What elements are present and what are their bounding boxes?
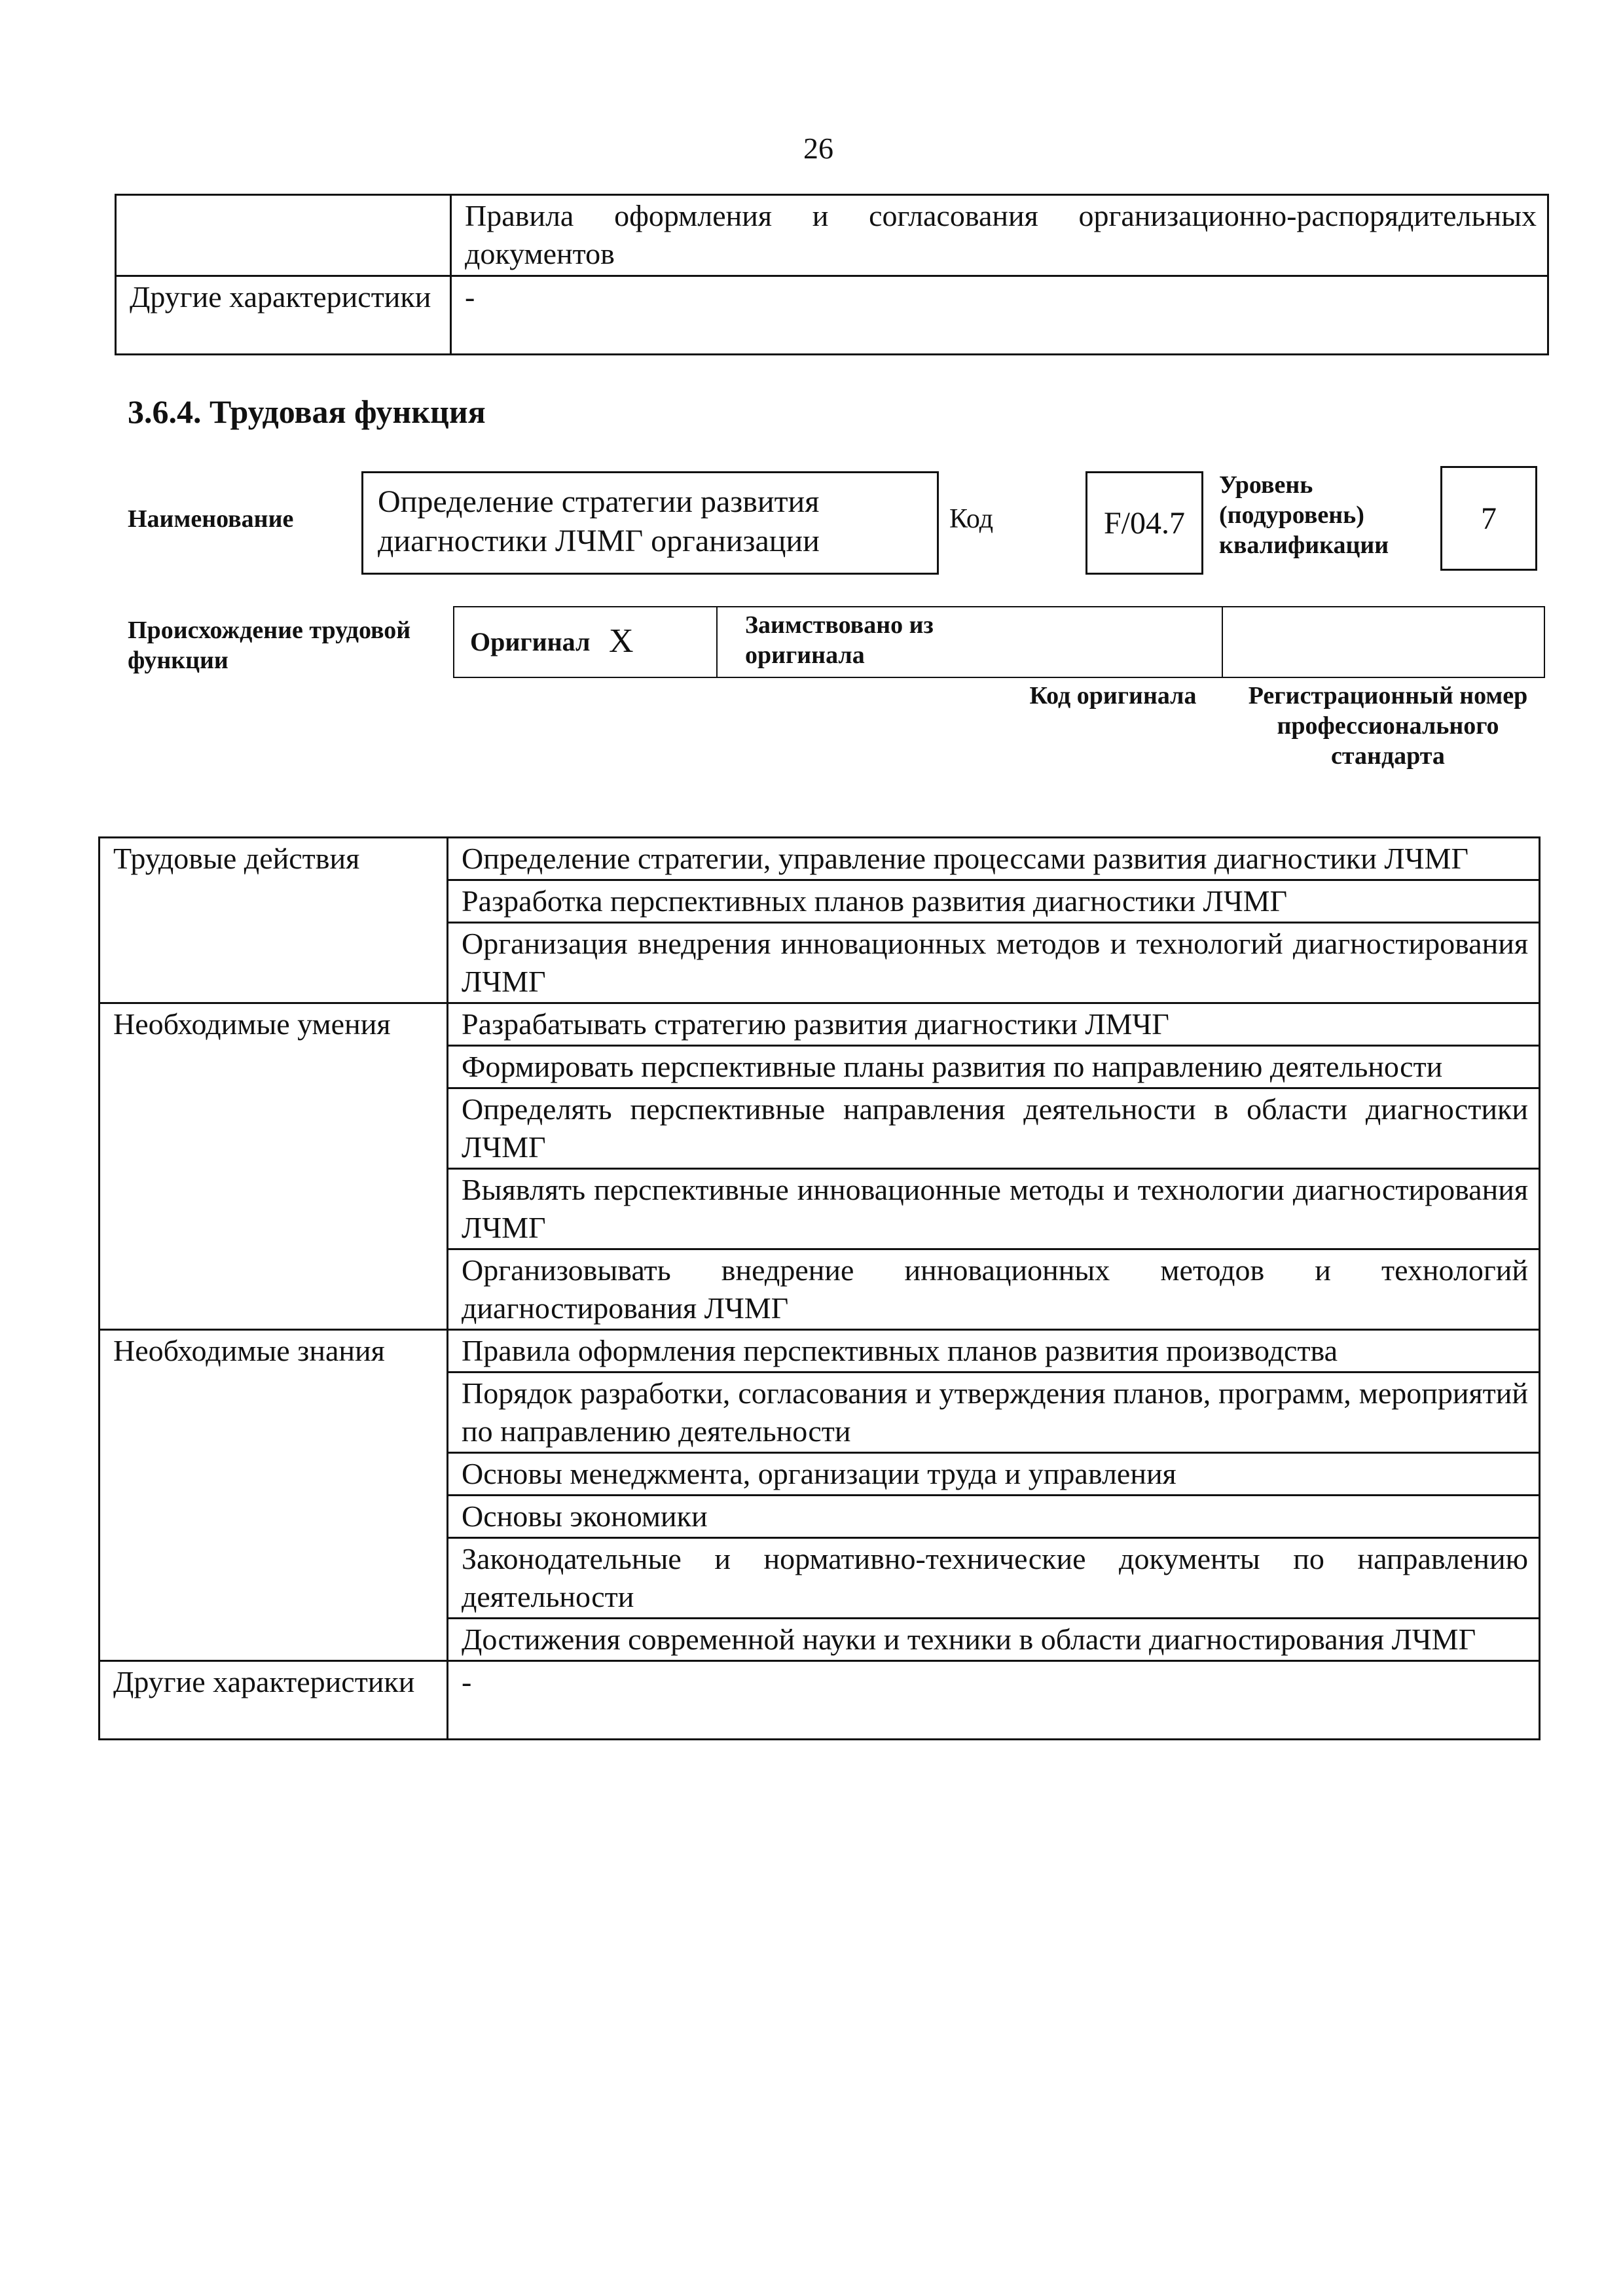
group-label: Трудовые действия [100,838,448,1003]
original-label: Оригинал [470,627,591,656]
table-cell-value: - [451,276,1548,355]
table-row [116,276,1548,355]
table-cell: Разрабатывать стратегию развития диагностики ЛМЧГ [448,1003,1540,1046]
table-cell-label: Другие характеристики [116,276,451,355]
original-mark: X [609,622,634,660]
table-cell: Организовывать внедрение инновационных методов и технологий диагностирования ЛЧМГ [448,1249,1540,1330]
table-cell: Выявлять перспективные инновационные методы и технологии диагностирования ЛЧМГ [448,1169,1540,1249]
code-label: Код [949,504,994,534]
code-value-box: F/04.7 [1085,471,1203,575]
section-title: 3.6.4. Трудовая функция [128,393,486,430]
code-original-caption: Код оригинала [1029,682,1197,709]
level-label: Уровень (подуровень) квалификации [1219,471,1389,559]
table-cell: Законодательные и нормативно-технические документы по направлению деятельности [448,1538,1540,1619]
level-value-box: 7 [1440,466,1537,571]
table-cell: Достижения современной науки и техники в области диагностирования ЛЧМГ [448,1619,1540,1661]
origin-divider [1222,607,1223,677]
origin-table [453,606,1545,678]
table-cell: Основы экономики [448,1496,1540,1538]
table-row [116,195,1548,276]
reg-number-caption: Регистрационный номер профессионального стандарта [1248,682,1528,770]
group-label: Необходимые знания [100,1330,448,1661]
page-number: 26 [803,132,833,165]
table-cell: Правила оформления перспективных планов развития производства [448,1330,1540,1372]
table-cell: Определение стратегии, управление процессами развития диагностики ЛЧМГ [448,838,1540,880]
table-row [100,1661,1540,1740]
table-cell: - [448,1661,1540,1740]
origin-label: Происхождение трудовой функции [128,617,411,674]
table-cell: Разработка перспективных планов развития диагностики ЛЧМГ [448,880,1540,923]
table-cell: Порядок разработки, согласования и утверждения планов, программ, мероприятий по направлению деятельности [448,1372,1540,1453]
name-label: Наименование [128,505,294,533]
borrowed-label: Заимствовано из оригинала [745,611,934,669]
table-cell-value: Правила оформления и согласования организационно-распорядительных документов [451,195,1548,276]
top-table [115,194,1549,355]
table-cell: Организация внедрения инновационных методов и технологий диагностирования ЛЧМГ [448,923,1540,1003]
origin-divider [716,607,718,677]
main-table [98,836,1541,1740]
group-label: Необходимые умения [100,1003,448,1330]
table-row [100,838,1540,880]
table-cell-label [116,195,451,276]
name-value-box: Определение стратегии развития диагностики ЛЧМГ организации [361,471,939,575]
table-cell: Определять перспективные направления деятельности в области диагностики ЛЧМГ [448,1088,1540,1169]
table-cell: Формировать перспективные планы развития по направлению деятельности [448,1046,1540,1088]
table-row [100,1330,1540,1372]
table-row [100,1003,1540,1046]
table-cell: Основы менеджмента, организации труда и управления [448,1453,1540,1496]
group-label: Другие характеристики [100,1661,448,1740]
